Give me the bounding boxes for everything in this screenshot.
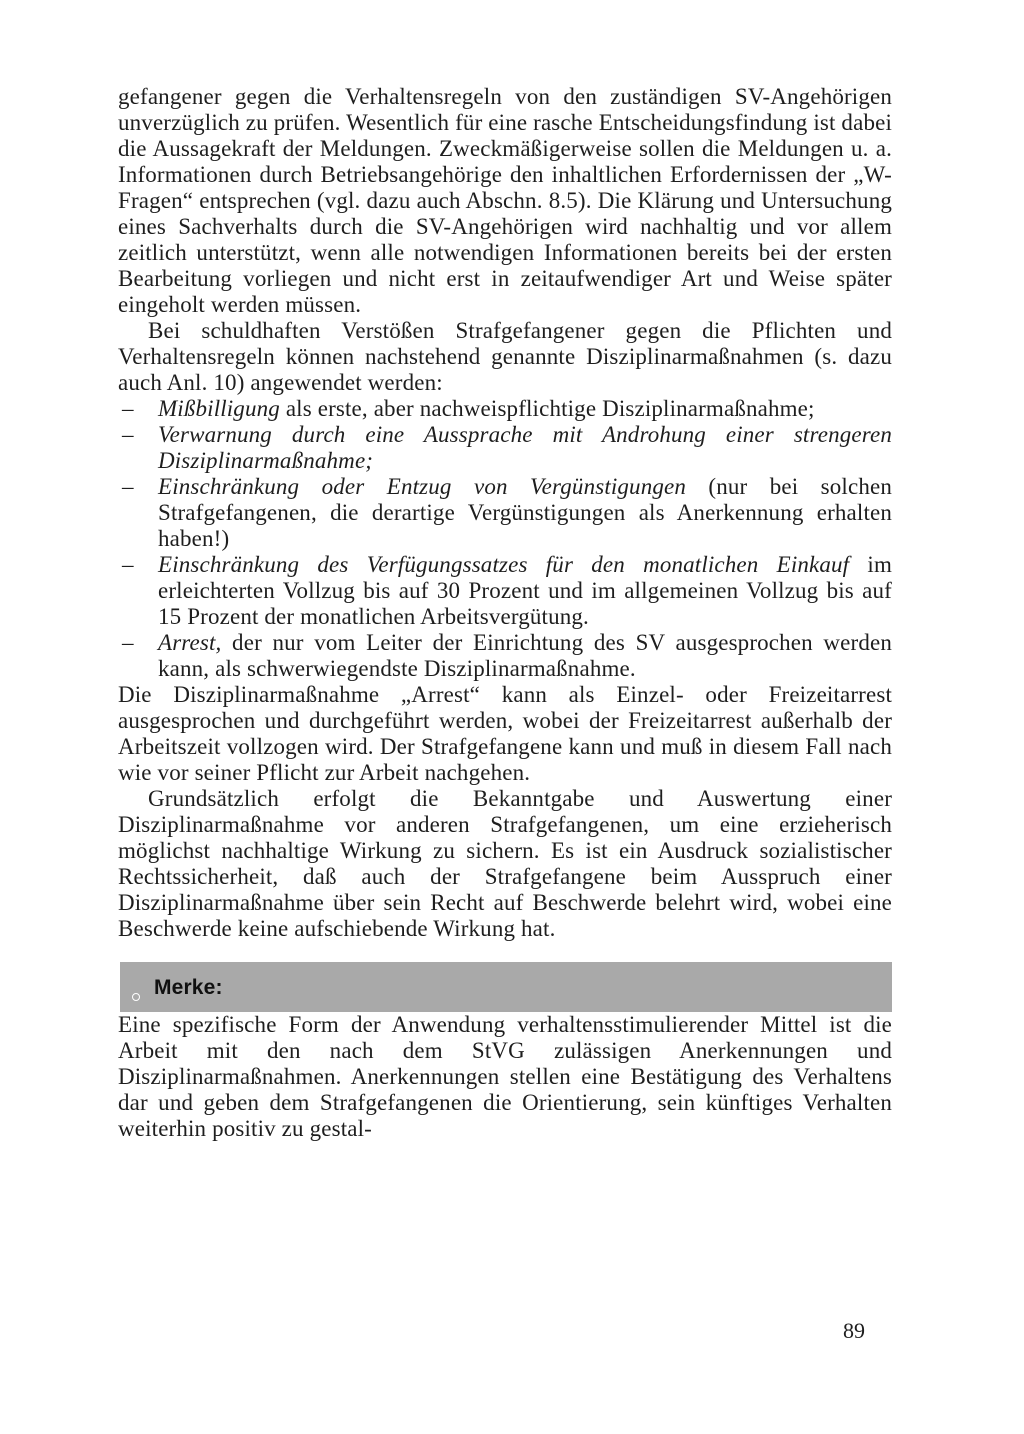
merke-banner [120, 962, 892, 1012]
dash-bullet: – [122, 552, 134, 577]
measure-title: Einschränkung oder Entzug von Vergünstigungen [158, 474, 687, 499]
circle-dot-icon [132, 993, 140, 1001]
measure-text: als erste, aber nachweispflichtige Disziplinarmaßnahme; [279, 396, 815, 421]
dash-bullet: – [122, 630, 134, 655]
dash-bullet: – [122, 396, 134, 421]
measure-text: (nur bei solchen Strafgefangenen, die derartige Vergünstigungen als Anerkennung erhalten haben!) [158, 474, 892, 551]
measure-title: Arrest, [158, 630, 222, 655]
dash-bullet: – [122, 474, 134, 499]
measure-text: der nur vom Leiter der Einrichtung des SV ausgesprochen werden kann, als schwerwiegendste Disziplinarmaßnahme. [158, 630, 892, 681]
paragraph: Bei schuldhaften Verstößen Strafgefangener gegen die Pflichten und Verhaltensregeln können nachstehend genannte Disziplinarmaßnahmen (s. dazu auch Anl. 10) angewendet werden: [118, 318, 892, 395]
list-item [118, 630, 892, 682]
paragraph: Eine spezifische Form der Anwendung verhaltensstimulierender Mittel ist die Arbeit mit den nach dem StVG zulässigen Anerkennungen und Disziplinarmaßnahmen. Anerkennungen stellen eine Bestätigung des Verhaltens dar und geben dem Strafgefangenen die Orientierung, sein künftiges Verhalten weiterhin positiv zu gestal- [118, 1012, 892, 1141]
measure-title: Mißbilligung [158, 396, 280, 421]
page-number: 89 [843, 1318, 865, 1343]
paragraph: Die Disziplinarmaßnahme „Arrest“ kann als Einzel- oder Freizeitarrest ausgesprochen und durchgeführt werden, wobei der Freizeitarrest außerhalb der Arbeitszeit vollzogen wird. Der Strafgefangene kann und muß in diesem Fall nach wie vor seiner Pflicht zur Arbeit nachgehen. [118, 682, 892, 785]
paragraph: Grundsätzlich erfolgt die Bekanntgabe und Auswertung einer Disziplinarmaßnahme vor anderen Strafgefangenen, um eine erzieherisch möglichst nachhaltige Wirkung zu sichern. Es ist ein Ausdruck sozialistischer Rechtssicherheit, daß auch der Strafgefangene beim Ausspruch einer Disziplinarmaßnahme über sein Recht auf Beschwerde belehrt wird, wobei eine Beschwerde keine aufschiebende Wirkung hat. [118, 786, 892, 941]
dash-bullet: – [122, 422, 134, 447]
list-item [118, 422, 892, 474]
merke-label: Merke: [154, 976, 223, 999]
list-item [118, 552, 892, 630]
measure-text: im erleichterten Vollzug bis auf 30 Prozent und im allgemeinen Vollzug bis auf 15 Prozent der monatlichen Arbeitsvergütung. [158, 552, 893, 629]
list-item [118, 474, 892, 552]
disciplinary-measures-list [118, 396, 892, 682]
measure-title: Verwarnung durch eine Aussprache mit Androhung einer strengeren Disziplinarmaßnahme; [158, 422, 892, 473]
measure-title: Einschränkung des Verfügungssatzes für den monatlichen Einkauf [158, 552, 850, 577]
list-item [118, 396, 892, 422]
page-body [118, 84, 892, 1142]
paragraph: gefangener gegen die Verhaltensregeln von den zuständigen SV-Angehörigen unverzüglich zu prüfen. Wesentlich für eine rasche Entscheidungsfindung ist dabei die Aussagekraft der Meldungen. Zweckmäßigerweise sollen die Meldungen u. a. Informationen durch Betriebsangehörige den inhaltlichen Erfordernissen der „W-Fragen“ entsprechen (vgl. dazu auch Abschn. 8.5). Die Klärung und Untersuchung eines Sachverhalts durch die SV-Angehörigen wird nachhaltig und vor allem zeitlich unterstützt, wenn alle notwendigen Informationen bereits bei der ersten Bearbeitung vorliegen und nicht erst in zeitaufwendiger Art und Weise später eingeholt werden müssen. [118, 84, 892, 317]
